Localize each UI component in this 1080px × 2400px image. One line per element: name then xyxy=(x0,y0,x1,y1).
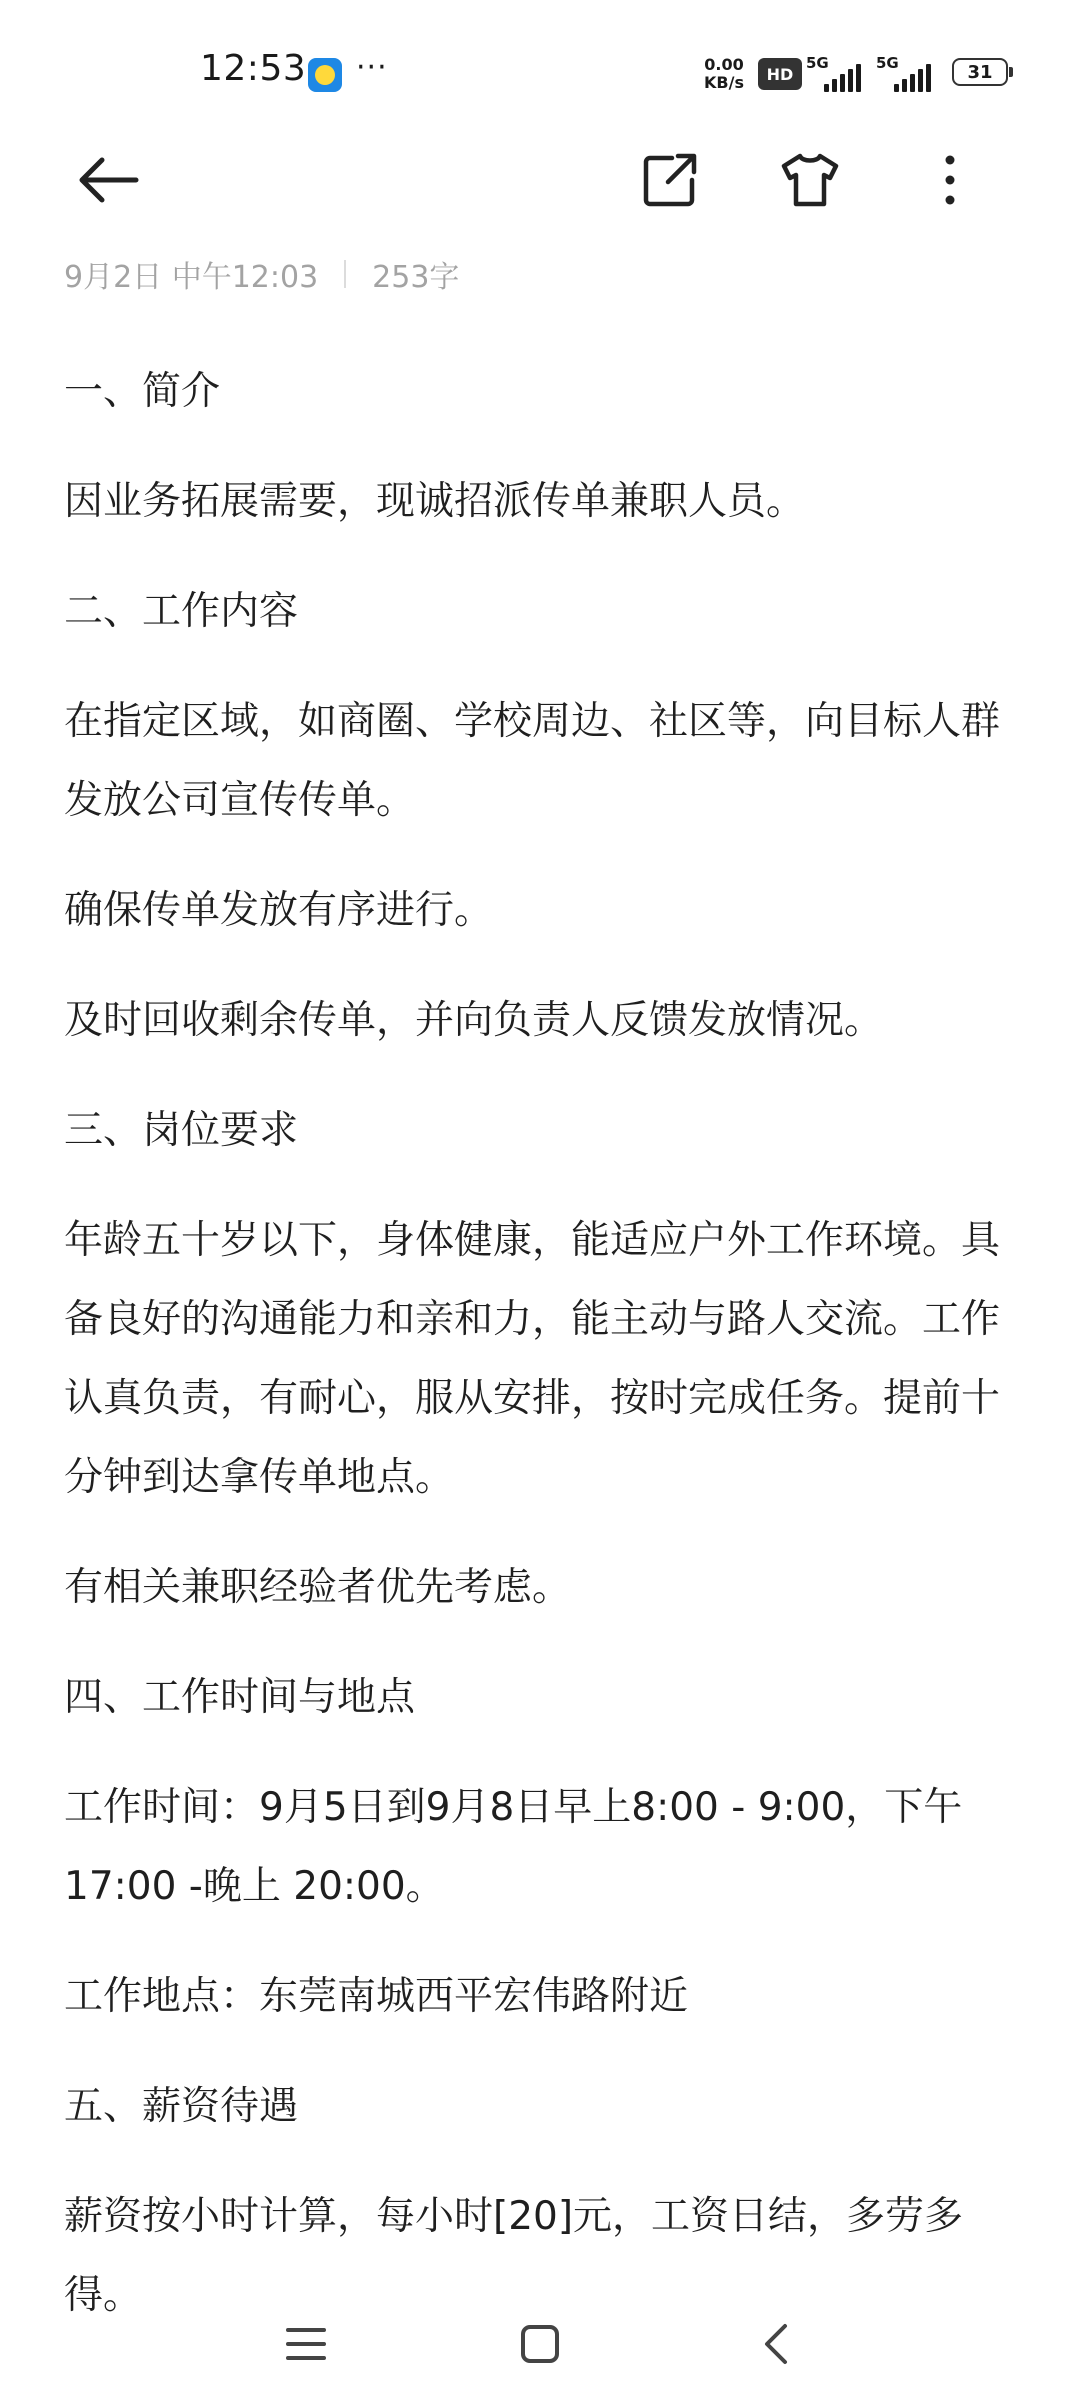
more-notifications-indicator: ··· xyxy=(356,50,388,85)
meta-divider xyxy=(344,260,346,288)
note-paragraph: 因业务拓展需要，现诚招派传单兼职人员。 xyxy=(64,479,806,524)
section-heading: 五、薪资待遇 xyxy=(64,2084,299,2129)
share-icon xyxy=(642,152,698,208)
note-paragraph: 薪资按小时计算，每小时[20]元，工资日结，多劳多得。 xyxy=(64,2194,964,2318)
network-speed-value: 0.00 xyxy=(704,55,744,74)
home-square-icon xyxy=(520,2324,560,2368)
note-meta xyxy=(64,252,459,296)
section-heading: 二、工作内容 xyxy=(64,589,299,634)
more-options-button[interactable] xyxy=(910,140,990,220)
section-heading: 四、工作时间与地点 xyxy=(64,1675,416,1720)
signal-icon xyxy=(876,54,942,92)
back-button[interactable] xyxy=(68,140,148,220)
system-nav-bar xyxy=(0,2290,1080,2400)
section-heading: 一、简介 xyxy=(64,369,221,414)
network-speed-unit: KB/s xyxy=(704,73,744,92)
note-paragraph: 工作地点：东莞南城西平宏伟路附近 xyxy=(64,1974,689,2019)
status-bar xyxy=(0,0,1080,150)
note-date: 9月2日 中午12:03 xyxy=(64,260,319,295)
back-arrow-icon xyxy=(76,156,140,204)
signal-icon xyxy=(806,54,872,92)
note-paragraph: 确保传单发放有序进行。 xyxy=(64,888,494,933)
battery-icon: 31 xyxy=(952,58,1008,86)
note-paragraph: 工作时间：9月5日到9月8日早上8:00 - 9:00，下午17:00 -晚上 20:00。 xyxy=(64,1785,963,1909)
recent-apps-button[interactable] xyxy=(266,2306,346,2386)
signal-type-label: 5G xyxy=(876,54,899,72)
system-back-button[interactable] xyxy=(736,2306,816,2386)
note-word-count: 253字 xyxy=(372,260,460,295)
home-button[interactable] xyxy=(500,2306,580,2386)
note-paragraph: 及时回收剩余传单，并向负责人反馈发放情况。 xyxy=(64,998,884,1043)
note-body[interactable] xyxy=(64,352,1016,2366)
hd-voice-badge: HD xyxy=(758,58,802,90)
network-speed xyxy=(698,56,750,92)
theme-button[interactable] xyxy=(770,140,850,220)
notification-app-icon xyxy=(308,58,342,92)
share-button[interactable] xyxy=(630,140,710,220)
note-paragraph: 在指定区域，如商圈、学校周边、社区等，向目标人群发放公司宣传传单。 xyxy=(64,699,1001,823)
note-paragraph: 有相关兼职经验者优先考虑。 xyxy=(64,1565,572,1610)
theme-shirt-icon xyxy=(780,152,840,208)
note-paragraph: 年龄五十岁以下，身体健康，能适应户外工作环境。具备良好的沟通能力和亲和力，能主动与路人交流。工作认真负责，有耐心，服从安排，按时完成任务。提前十分钟到达拿传单地点。 xyxy=(64,1218,1001,1500)
status-time: 12:53 xyxy=(200,48,307,89)
back-chevron-icon xyxy=(761,2322,791,2370)
menu-icon xyxy=(286,2326,326,2366)
more-vert-icon xyxy=(940,152,960,208)
section-heading: 三、岗位要求 xyxy=(64,1108,299,1153)
signal-type-label: 5G xyxy=(806,54,829,72)
